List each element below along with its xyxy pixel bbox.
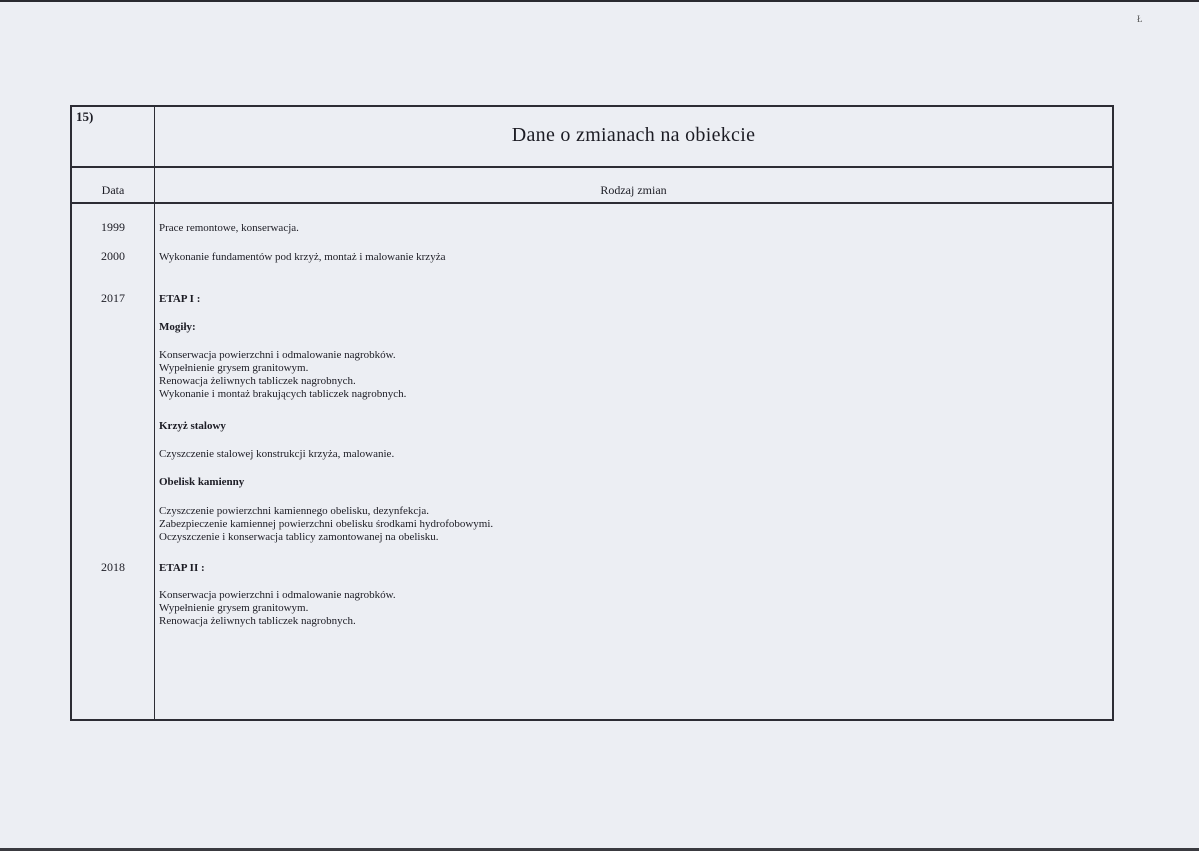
list-item: Wypełnienie grysem granitowym. (159, 362, 309, 374)
list-item: Renowacja żeliwnych tabliczek nagrobnych. (159, 375, 356, 387)
list-item: Czyszczenie stalowej konstrukcji krzyża, malowanie. (159, 448, 395, 460)
stage-1-heading: ETAP I : (159, 293, 201, 305)
list-item: Wypełnienie grysem granitowym. (159, 602, 309, 614)
list-item: Renowacja żeliwnych tabliczek nagrobnych. (159, 615, 356, 627)
year-1999: 1999 (101, 220, 125, 234)
column-divider (154, 107, 155, 719)
section-number: 15) (76, 109, 94, 124)
section-title: Dane o zmianach na obiekcie (511, 124, 756, 146)
year-2017: 2017 (101, 291, 125, 305)
stage-2-heading: ETAP II : (159, 562, 205, 574)
list-item: Konserwacja powierzchni i odmalowanie nagrobków. (159, 349, 396, 361)
list-item: Wykonanie i montaż brakujących tabliczek nagrobnych. (159, 388, 407, 400)
title-row-divider (72, 166, 1112, 168)
cross-work-list (159, 448, 1059, 461)
list-item: Zabezpieczenie kamiennej powierzchni obelisku środkami hydrofobowymi. (159, 518, 494, 530)
stage-2-work-list (159, 589, 1059, 628)
column-header-date: Data (101, 183, 125, 197)
cross-heading: Krzyż stalowy (159, 420, 226, 432)
column-header-changes: Rodzaj zmian (600, 183, 667, 197)
obelisk-heading: Obelisk kamienny (159, 476, 245, 488)
entry-2000-text: Wykonanie fundamentów pod krzyż, montaż i malowanie krzyża (159, 251, 446, 263)
list-item: Oczyszczenie i konserwacja tablicy zamontowanej na obelisku. (159, 531, 439, 543)
year-2018: 2018 (101, 560, 125, 574)
list-item: Konserwacja powierzchni i odmalowanie nagrobków. (159, 589, 396, 601)
changes-form-table (70, 105, 1114, 721)
list-item: Czyszczenie powierzchni kamiennego obelisku, dezynfekcja. (159, 505, 429, 517)
year-2000: 2000 (101, 249, 125, 263)
graves-heading: Mogiły: (159, 321, 196, 333)
obelisk-work-list (159, 505, 1059, 544)
header-row-divider (72, 202, 1112, 204)
entry-1999-text: Prace remontowe, konserwacja. (159, 222, 299, 234)
graves-work-list (159, 349, 1059, 401)
scan-top-edge (0, 0, 1199, 2)
corner-mark: Ł (1137, 14, 1143, 24)
